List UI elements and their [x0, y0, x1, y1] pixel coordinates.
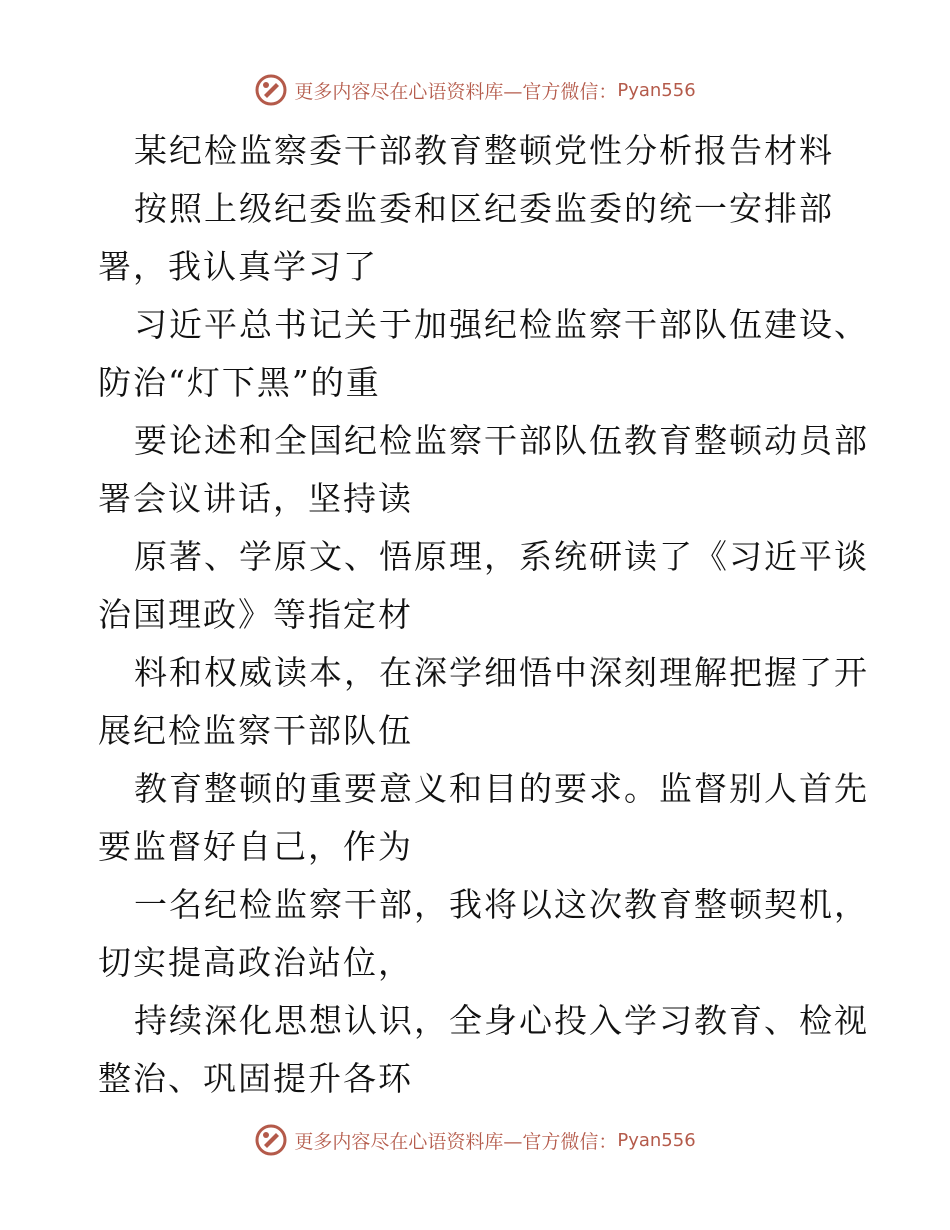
- logo-icon: [254, 73, 288, 107]
- banner-contact: Pyan556: [617, 1129, 696, 1151]
- text-line: 治国理政》等指定材: [98, 595, 413, 634]
- text-line: 要监督好自己，作为: [98, 827, 413, 866]
- banner-text: 更多内容尽在心语资料库—官方微信：: [294, 1130, 618, 1153]
- text-line: 署，我认真学习了: [98, 247, 378, 286]
- header-banner: [0, 70, 950, 110]
- document-body: [98, 122, 869, 1108]
- doc-title: 某纪检监察委干部教育整顿党性分析报告材料: [134, 131, 834, 170]
- text-line: 料和权威读本，在深学细悟中深刻理解把握了开: [134, 653, 869, 692]
- text-line: 一名纪检监察干部，我将以这次教育整顿契机，: [134, 885, 869, 924]
- logo-icon: [254, 1123, 288, 1157]
- text-line: 署会议讲话，坚持读: [98, 479, 413, 518]
- text-line: 习近平总书记关于加强纪检监察干部队伍建设、: [134, 305, 869, 344]
- text-line: 按照上级纪委监委和区纪委监委的统一安排部: [134, 189, 834, 228]
- footer-banner: [0, 1120, 950, 1160]
- banner-text: 更多内容尽在心语资料库—官方微信：: [294, 80, 618, 103]
- text-line: 持续深化思想认识，全身心投入学习教育、检视: [134, 1001, 869, 1040]
- text-line: 要论述和全国纪检监察干部队伍教育整顿动员部: [134, 421, 869, 460]
- text-line: 切实提高政治站位，: [98, 943, 413, 982]
- text-line: 防治“灯下黑”的重: [98, 363, 381, 402]
- text-line: 整治、巩固提升各环: [98, 1059, 413, 1098]
- banner-contact: Pyan556: [617, 79, 696, 101]
- text-line: 展纪检监察干部队伍: [98, 711, 413, 750]
- text-line: 教育整顿的重要意义和目的要求。监督别人首先: [134, 769, 869, 808]
- text-line: 原著、学原文、悟原理，系统研读了《习近平谈: [134, 537, 869, 576]
